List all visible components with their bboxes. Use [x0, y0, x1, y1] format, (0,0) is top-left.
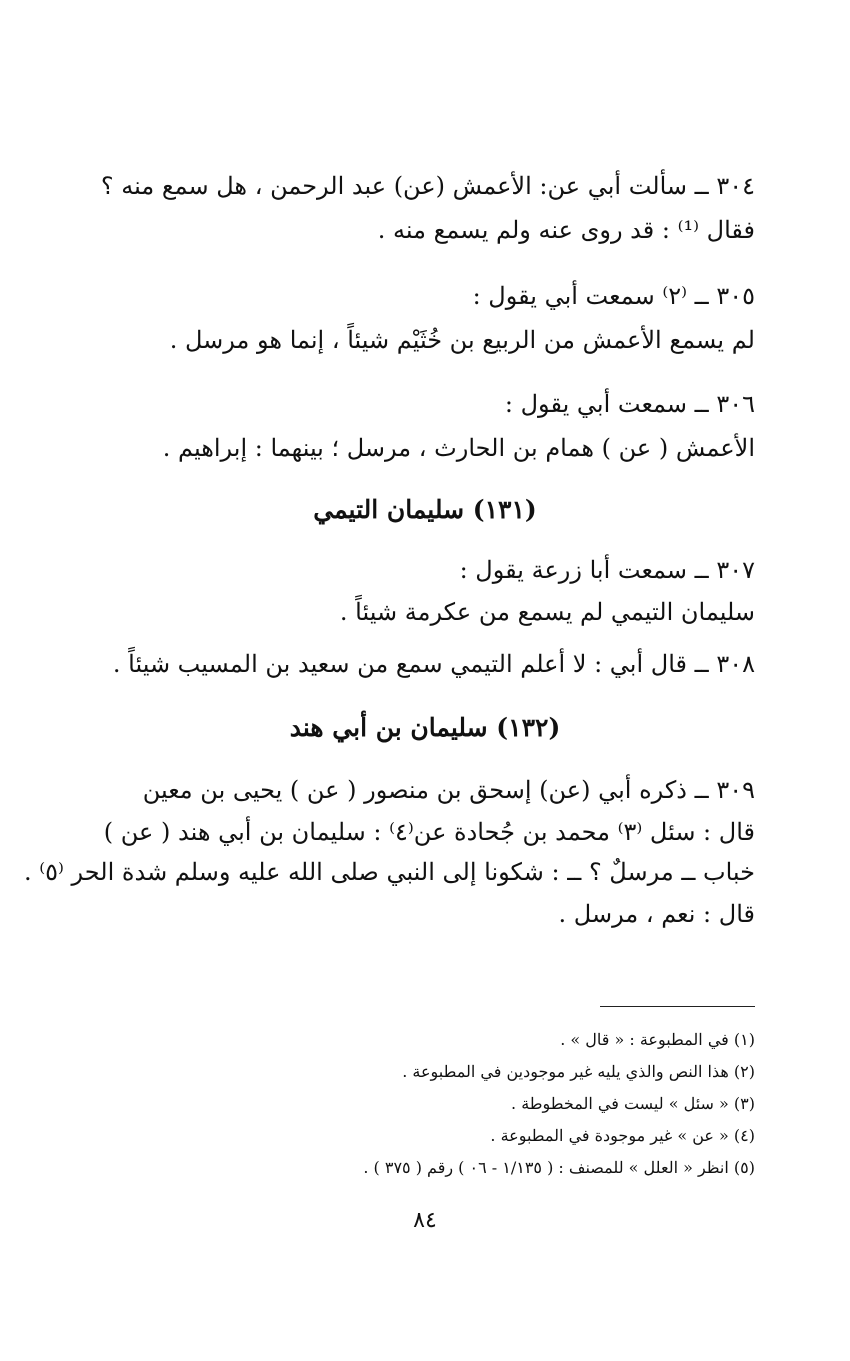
- entry-305-line-2: لم يسمع الأعمش من الربيع بن خُثَيْم شيئاً ، إنما هو مرسل .: [169, 326, 755, 354]
- entry-308-line-1: ٣٠٨ ــ قال أبي : لا أعلم التيمي سمع من سعيد بن المسيب شيئاً .: [112, 650, 755, 678]
- footnote-2: (٢) هذا النص والذي يليه غير موجودين في المطبوعة .: [402, 1062, 755, 1081]
- section-heading-131: (١٣١) سليمان التيمي: [313, 495, 537, 524]
- entry-307-line-2: سليمان التيمي لم يسمع من عكرمة شيئاً .: [339, 598, 755, 626]
- entry-306-line-2: الأعمش ( عن ) همام بن الحارث ، مرسل ؛ بينهما : إبراهيم .: [162, 434, 755, 462]
- footnote-4: (٤) « عن » غير موجودة في المطبوعة .: [490, 1126, 755, 1145]
- footnote-3: (٣) « سئل » ليست في المخطوطة .: [511, 1094, 755, 1113]
- entry-304-line-2: فقال ⁽¹⁾ : قد روى عنه ولم يسمع منه .: [377, 216, 755, 244]
- footnote-divider: [600, 1006, 755, 1007]
- entry-306-line-1: ٣٠٦ ــ سمعت أبي يقول :: [504, 390, 755, 418]
- entry-309-line-1: ٣٠٩ ــ ذكره أبي (عن) إسحق بن منصور ( عن ) يحيى بن معين: [142, 776, 755, 804]
- entry-309-line-3: خباب ــ مرسلٌ ؟ ــ : شكونا إلى النبي صلى الله عليه وسلم شدة الحر ⁽٥⁾ .: [23, 858, 755, 886]
- footnote-1: (١) في المطبوعة : « قال » .: [560, 1030, 755, 1049]
- section-heading-132: (١٣٢) سليمان بن أبي هند: [289, 713, 561, 742]
- entry-309-line-4: قال : نعم ، مرسل .: [558, 900, 755, 928]
- entry-305-line-1: ٣٠٥ ــ ⁽٢⁾ سمعت أبي يقول :: [472, 282, 755, 310]
- entry-307-line-1: ٣٠٧ ــ سمعت أبا زرعة يقول :: [459, 556, 755, 584]
- footnote-5: (٥) انظر « العلل » للمصنف : ( ١/١٣٥ - ٠٦ ) رقم ( ٣٧٥ ) .: [363, 1158, 755, 1177]
- entry-309-line-2: قال : سئل ⁽٣⁾ محمد بن جُحادة عن⁽٤⁾ : سليمان بن أبي هند ( عن ): [103, 818, 755, 846]
- entry-304-line-1: ٣٠٤ ــ سألت أبي عن: الأعمش (عن) عبد الرحمن ، هل سمع منه ؟: [100, 172, 755, 200]
- page-number: ٨٤: [413, 1208, 437, 1233]
